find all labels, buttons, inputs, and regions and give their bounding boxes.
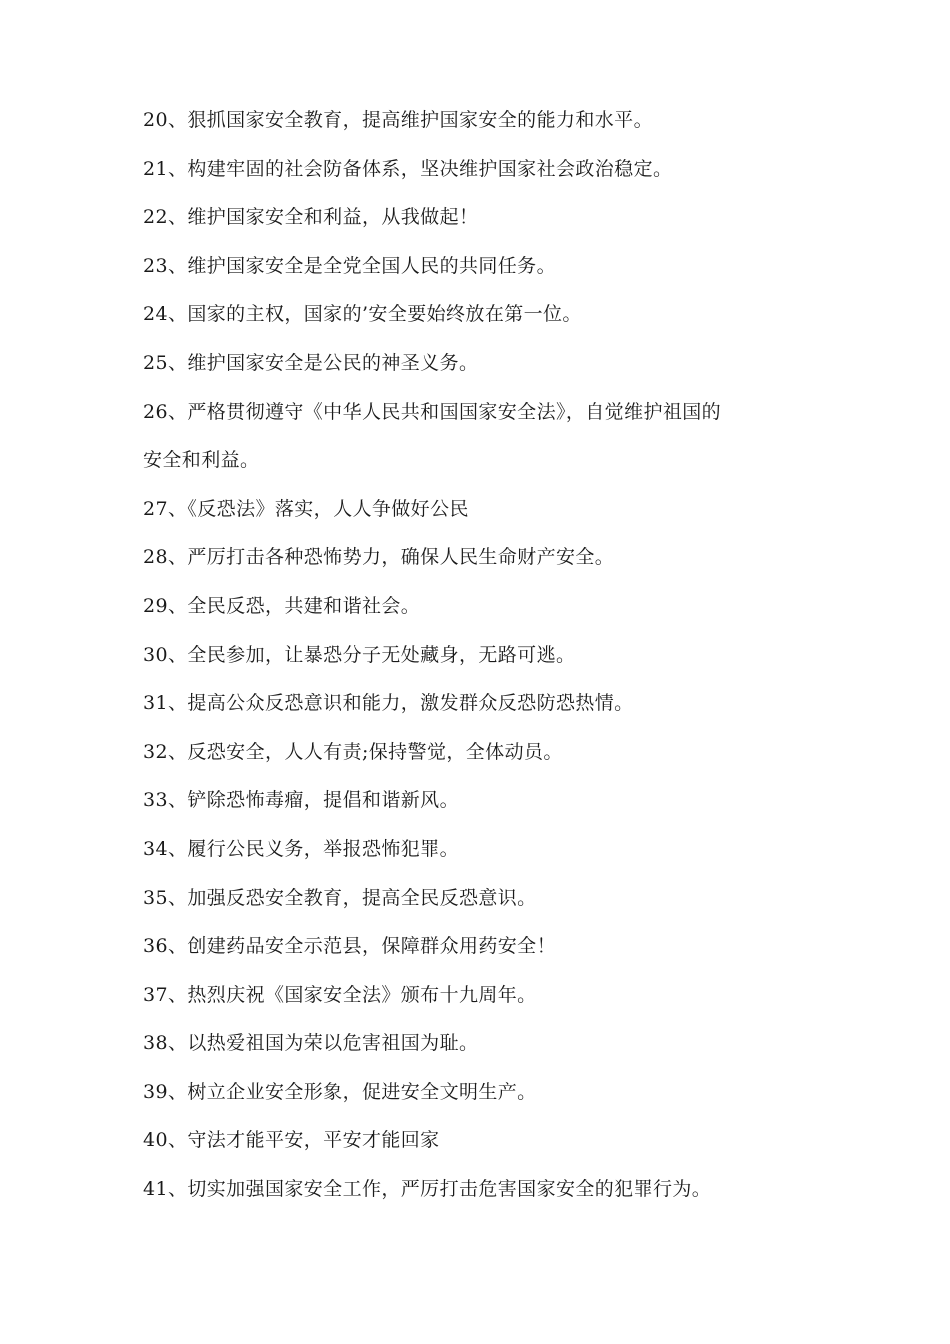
text-line: 38、以热爱祖国为荣以危害祖国为耻。 [143, 1032, 479, 1055]
text-line: 25、维护国家安全是公民的神圣义务。 [143, 351, 479, 374]
text-line: 24、国家的主权，国家的’安全要始终放在第一位。 [143, 303, 582, 326]
text-line: 32、反恐安全，人人有责;保持警觉，全体动员。 [143, 740, 563, 763]
document-body [143, 103, 823, 1221]
text-line: 30、全民参加，让暴恐分子无处藏身，无路可逃。 [143, 643, 576, 666]
text-line: 34、履行公民义务，举报恐怖犯罪。 [143, 837, 459, 860]
text-line: 29、全民反恐，共建和谐社会。 [143, 594, 421, 617]
text-line: 40、守法才能平安，平安才能回家 [143, 1129, 440, 1152]
text-line: 33、铲除恐怖毒瘤，提倡和谐新风。 [143, 789, 459, 812]
text-line: 28、严厉打击各种恐怖势力，确保人民生命财产安全。 [143, 546, 615, 569]
text-line-continuation: 安全和利益。 [143, 449, 260, 472]
text-line: 27、《反恐法》落实，人人争做好公民 [143, 497, 469, 520]
text-line: 20、狠抓国家安全教育，提高维护国家安全的能力和水平。 [143, 109, 653, 131]
text-line: 23、维护国家安全是全党全国人民的共同任务。 [143, 254, 556, 277]
text-line: 35、加强反恐安全教育，提高全民反恐意识。 [143, 886, 537, 909]
text-line: 21、构建牢固的社会防备体系，坚决维护国家社会政治稳定。 [143, 157, 673, 180]
text-line: 36、创建药品安全示范县，保障群众用药安全！ [143, 935, 556, 958]
text-line: 37、热烈庆祝《国家安全法》颁布十九周年。 [143, 983, 537, 1006]
text-line: 41、切实加强国家安全工作，严厉打击危害国家安全的犯罪行为。 [143, 1178, 712, 1201]
text-line: 39、树立企业安全形象，促进安全文明生产。 [143, 1080, 537, 1103]
text-line: 26、严格贯彻遵守《中华人民共和国国家安全法》，自觉维护祖国的 [143, 400, 722, 423]
text-line: 31、提高公众反恐意识和能力，激发群众反恐防恐热情。 [143, 692, 634, 715]
text-line: 22、维护国家安全和利益，从我做起！ [143, 206, 479, 229]
